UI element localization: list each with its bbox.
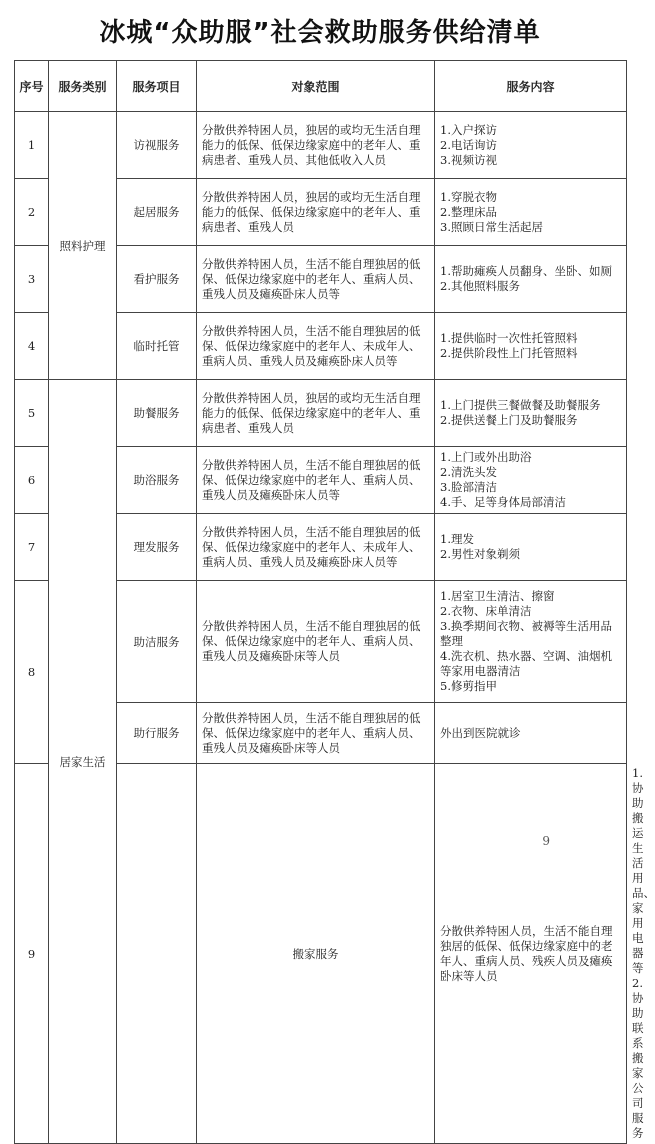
content-line: 3.照顾日常生活起居 (440, 219, 543, 234)
content-line: 5.修剪指甲 (440, 679, 497, 693)
scope-cell: 分散供养特困人员，生活不能自理独居的低保、低保边缘家庭中的老年人、重病人员、重残人员及瘫痪卧床等人员 (197, 581, 435, 703)
category-cell-empty (117, 764, 197, 1144)
content-line: 1.居室卫生清洁、擦窗 (440, 589, 555, 603)
content-line: 1.上门提供三餐做餐及助餐服务 (440, 398, 601, 412)
content-line: 1.提供临时一次性托管照料 (440, 331, 578, 345)
content-line: 2.整理床品 (440, 204, 497, 219)
content-line: 外出到医院就诊 (440, 725, 521, 740)
content-cell (435, 246, 627, 313)
row-no: 5 (15, 380, 49, 447)
header-category: 服务类别 (49, 61, 117, 112)
row-no: 7 (15, 514, 49, 581)
content-line: 1.穿脱衣物 (440, 189, 497, 204)
content-line: 2.清洗头发 (440, 465, 497, 479)
service-item: 助行服务 (117, 703, 197, 764)
category-cell: 照料护理 (49, 112, 117, 380)
service-item: 助洁服务 (117, 581, 197, 703)
service-item: 访视服务 (117, 112, 197, 179)
header-content: 服务内容 (435, 61, 627, 112)
table-row: 9 搬家服务 分散供养特困人员，生活不能自理独居的低保、低保边缘家庭中的老年人、重病人员、残疾人员及瘫痪卧床等人员 1.协助搬运生活用品、家用电器等 2.协助联系搬家公司服务 (15, 764, 627, 1144)
content-cell (435, 581, 627, 703)
scope-cell: 分散供养特困人员，生活不能自理独居的低保、低保边缘家庭中的老年人、重病人员、残疾人员及瘫痪卧床等人员 (435, 764, 627, 1144)
content-line: 2.男性对象剃须 (440, 547, 520, 561)
service-item: 起居服务 (117, 179, 197, 246)
category-cell: 居家生活 (49, 380, 117, 1144)
service-item: 助浴服务 (117, 447, 197, 514)
service-item: 看护服务 (117, 246, 197, 313)
row-no: 4 (15, 313, 49, 380)
header-no: 序号 (15, 61, 49, 112)
scope-cell: 分散供养特困人员，独居的或均无生活自理能力的低保、低保边缘家庭中的老年人、重病患者、重残人员 (197, 380, 435, 447)
content-line: 1.入户探访 (440, 122, 497, 137)
content-cell (435, 313, 627, 380)
content-line: 1.帮助瘫痪人员翻身、坐卧、如厕 (440, 264, 612, 278)
content-cell (435, 514, 627, 581)
scope-cell: 分散供养特困人员，生活不能自理独居的低保、低保边缘家庭中的老年人、重病人员、重残人员及瘫痪卧床等人员 (197, 703, 435, 764)
content-cell (435, 179, 627, 246)
scope-cell: 分散供养特困人员，生活不能自理独居的低保、低保边缘家庭中的老年人、重病人员、重残人员及瘫痪卧床人员等 (197, 447, 435, 514)
content-line: 2.其他照料服务 (440, 279, 520, 293)
content-line: 4.手、足等身体局部清洁 (440, 495, 566, 509)
content-cell (435, 112, 627, 179)
scope-cell: 分散供养特困人员，生活不能自理独居的低保、低保边缘家庭中的老年人、重病人员、重残人员及瘫痪卧床人员等 (197, 246, 435, 313)
content-line: 2.电话询访 (440, 137, 497, 152)
content-cell (435, 447, 627, 514)
content-line: 2.提供送餐上门及助餐服务 (440, 413, 578, 427)
row-no: 6 (15, 447, 49, 514)
scope-cell: 分散供养特困人员，生活不能自理独居的低保、低保边缘家庭中的老年人、未成年人、重病人员、重残人员及瘫痪卧床人员等 (197, 313, 435, 380)
row-no: 8 (15, 581, 49, 764)
service-table (14, 60, 655, 1144)
content-line: 2.衣物、床单清洁 (440, 604, 532, 618)
scope-cell: 分散供养特困人员，生活不能自理独居的低保、低保边缘家庭中的老年人、未成年人、重病人员、重残人员及瘫痪卧床人员等 (197, 514, 435, 581)
header-scope: 对象范围 (197, 61, 435, 112)
content-line: 3.换季期间衣物、被褥等生活用品整理 (440, 619, 612, 648)
row-no: 1 (15, 112, 49, 179)
scope-cell: 分散供养特困人员，独居的或均无生活自理能力的低保、低保边缘家庭中的老年人、重病患者、重残人员、其他低收入人员 (197, 112, 435, 179)
service-item: 临时托管 (117, 313, 197, 380)
content-line: 1.理发 (440, 532, 474, 546)
content-line: 1.上门或外出助浴 (440, 450, 532, 464)
content-line: 2.提供阶段性上门托管照料 (440, 346, 578, 360)
table-header-row (15, 61, 627, 112)
service-item: 搬家服务 (197, 764, 435, 1144)
service-item: 理发服务 (117, 514, 197, 581)
content-cell (435, 380, 627, 447)
page-number: 9 (542, 834, 550, 848)
table-row (15, 112, 627, 179)
header-item: 服务项目 (117, 61, 197, 112)
content-cell (435, 703, 627, 764)
table-row (15, 380, 627, 447)
content-line: 4.洗衣机、热水器、空调、油烟机等家用电器清洁 (440, 649, 612, 678)
service-item: 助餐服务 (117, 380, 197, 447)
row-no: 3 (15, 246, 49, 313)
scope-cell: 分散供养特困人员，独居的或均无生活自理能力的低保、低保边缘家庭中的老年人、重病患者、重残人员 (197, 179, 435, 246)
content-line: 3.脸部清洁 (440, 480, 497, 494)
row-no: 2 (15, 179, 49, 246)
content-line: 3.视频访视 (440, 152, 497, 167)
page-title: 冰城“众助服”社会救助服务供给清单 (99, 18, 541, 48)
row-no: 9 (15, 764, 49, 1144)
